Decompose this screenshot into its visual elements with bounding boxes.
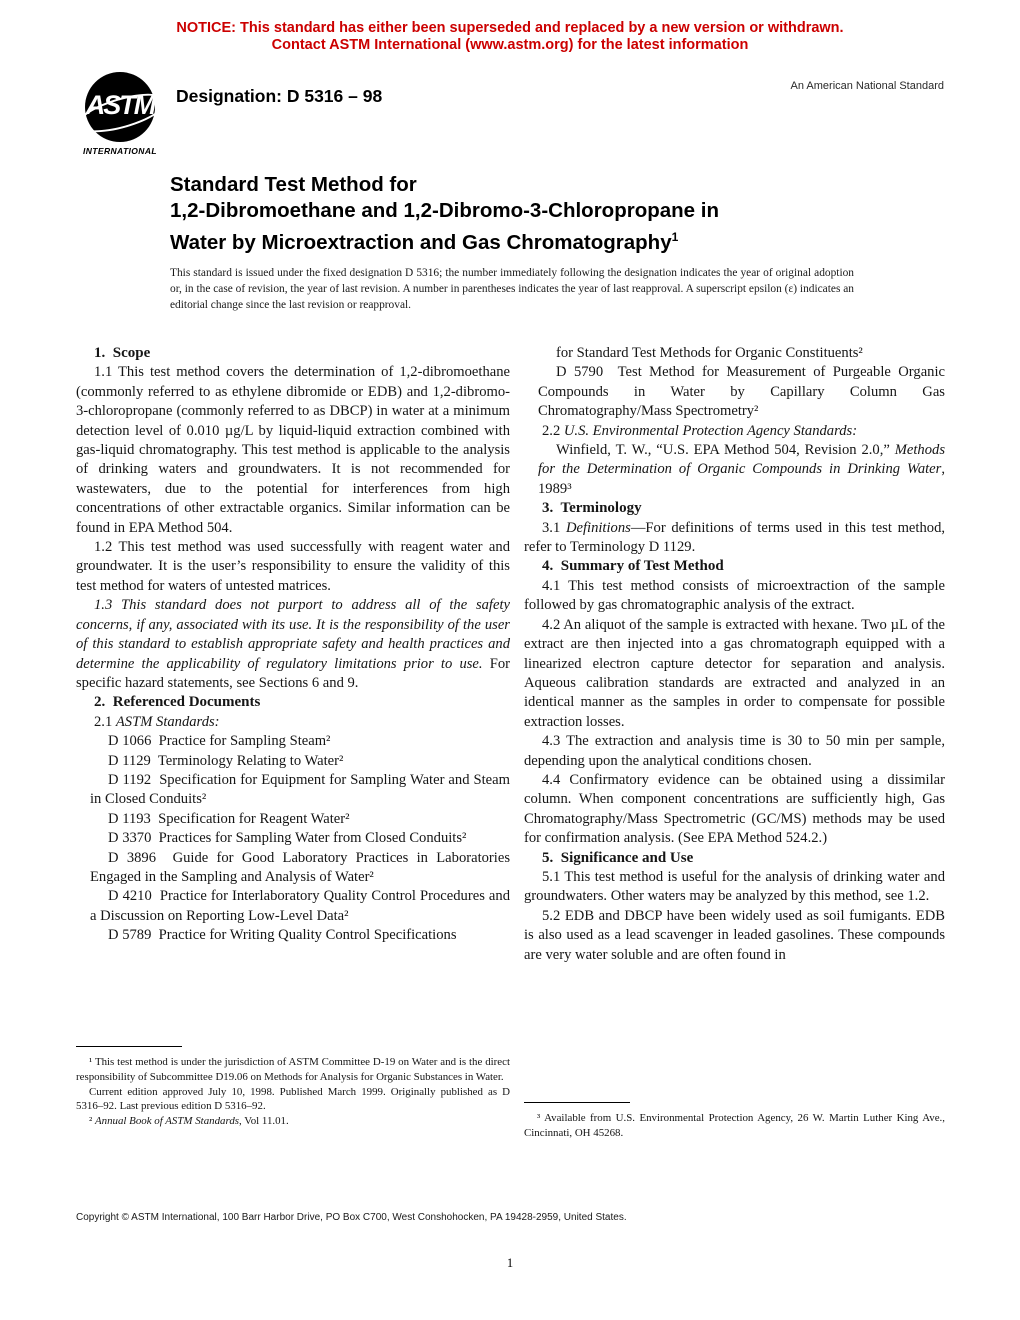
referenced-doc-item: D 1193 Specification for Reagent Water² (108, 810, 350, 827)
footnote-2-marker: ² (89, 1115, 95, 1128)
astm-logo-acronym: ASTM (85, 90, 155, 120)
footnote-2-title: Annual Book of ASTM Standards (95, 1115, 239, 1128)
paragraph-4-4: 4.4 Confirmatory evidence can be obtained using a dissimilar column. When component concentrations are sufficiently high, Gas Chromatography/Mass Spectrometric (GC/MS) methods may be used for confirmation analysis. (See EPA Method 524.2.) (524, 771, 945, 847)
paragraph-2-1 (76, 713, 510, 732)
notice-line-1: NOTICE: This standard has either been superseded and replaced by a new version or withdrawn. (176, 20, 844, 36)
referenced-doc-item: D 4210 Practice for Interlaboratory Quality Control Procedures and a Discussion on Reporting Low-Level Data² (90, 888, 510, 924)
referenced-doc-item-continuation: for Standard Test Methods for Organic Constituents² (556, 345, 863, 361)
page-number: 1 (506, 1256, 514, 1270)
astm-logo-circle (85, 72, 155, 142)
document-title (170, 172, 870, 256)
paragraph-2-2 (524, 422, 945, 441)
epa-reference-title: Methods for the Determination of Organic Compounds in Drinking Water (538, 442, 945, 478)
title-line-3-text: Water by Microextraction and Gas Chromatography (170, 230, 672, 254)
paragraph-4-1: 4.1 This test method consists of microextraction of the sample followed by gas chromatographic analysis of the extract. (524, 577, 945, 614)
paragraph-2-2-number: 2.2 (542, 422, 564, 439)
paragraph-1-3 (76, 596, 510, 693)
footnote-2-tail: , Vol 11.01. (239, 1115, 289, 1128)
paragraph-5-1: 5.1 This test method is useful for the analysis of drinking water and groundwaters. Other waters may be analyzed by this method, see 1.2. (524, 868, 945, 905)
referenced-doc-item: D 1066 Practice for Sampling Steam² (108, 733, 331, 750)
section-1-heading: 1. Scope (94, 345, 151, 361)
referenced-doc-item: D 1129 Terminology Relating to Water² (108, 752, 344, 769)
epa-reference-lead: Winfield, T. W., “U.S. EPA Method 504, Revision 2.0,” (556, 442, 895, 459)
paragraph-2-1-italic: ASTM Standards: (115, 713, 220, 730)
footnote-rule (76, 1046, 182, 1047)
paragraph-2-2-italic: U.S. Environmental Protection Agency Standards: (563, 422, 858, 439)
paragraph-1-1: 1.1 This test method covers the determination of 1,2-dibromoethane (commonly referred to as ethylene dibromide or EDB) and 1,2-dibromo-3-chloropropane (commonly referred to as DBCP) in water at a minimum detection level of 0.010 µg/L by liquid-liquid extraction combined with gas-liquid chromatography. This test method is applicable to the analysis of drinking waters and groundwaters. It is not recommended for wastewaters, due to the potential for interferences from high concentrations of other extractable organics. Similar information can be found in EPA Method 504. (76, 364, 510, 536)
footnotes-left (76, 1046, 510, 1129)
designation-label: Designation: D 5316 – 98 (176, 86, 383, 106)
section-3-heading: 3. Terminology (542, 500, 642, 517)
epa-reference-item (524, 441, 945, 499)
paragraph-1-3-italic: 1.3 This standard does not purport to address all of the safety concerns, if any, associated with its use. It is the responsibility of the user of this standard to establish appropriate safety and health practices and determine the applicability of regulatory limitations prior to use. (76, 597, 510, 672)
paragraph-3-1-tail: —For definitions of terms used in this test method, refer to Terminology D 1129. (524, 519, 946, 556)
issue-note: This standard is issued under the fixed designation D 5316; the number immediately following the designation indicates the year of original adoption or, in the case of revision, the year of last revision. A number in parentheses indicates the year of last reapproval. A superscript epsilon (ε) indicates an editorial change since the last revision or reapproval. (170, 267, 854, 311)
copyright-line: Copyright © ASTM International, 100 Barr Harbor Drive, PO Box C700, West Conshohocken, PA 19428-2959, United States. (76, 1212, 627, 1223)
title-line-2: 1,2-Dibromoethane and 1,2-Dibromo-3-Chloropropane in (170, 199, 719, 222)
section-4-heading: 4. Summary of Test Method (542, 558, 724, 575)
paragraph-4-3: 4.3 The extraction and analysis time is 30 to 50 min per sample, depending upon the analytical conditions chosen. (524, 733, 945, 769)
paragraph-3-1 (524, 519, 945, 558)
section-2-heading: 2. Referenced Documents (94, 694, 261, 711)
right-column (524, 344, 945, 965)
footnotes-right (524, 1102, 945, 1141)
footnote-rule (524, 1102, 630, 1103)
referenced-doc-item: D 5789 Practice for Writing Quality Control Specifications (108, 927, 457, 944)
title-footnote-marker: 1 (671, 230, 679, 244)
footnote-3: ³ Available from U.S. Environmental Protection Agency, 26 W. Martin Luther King Ave., Cincinnati, OH 45268. (524, 1112, 945, 1139)
footnote-1: ¹ This test method is under the jurisdiction of ASTM Committee D-19 on Water and is the direct responsibility of Subcommittee D19.06 on Methods for Analysis for Organic Substances in Water. (76, 1056, 510, 1083)
title-line-3 (170, 224, 870, 256)
referenced-doc-item: D 5790 Test Method for Measurement of Purgeable Organic Compounds in Water by Capillary Column Gas Chromatography/Mass Spectrometry² (538, 364, 945, 420)
national-standard-label: An American National Standard (790, 80, 944, 92)
paragraph-3-1-italic: Definitions (565, 519, 631, 536)
notice-line-2: Contact ASTM International (www.astm.org) for the latest information (271, 37, 749, 53)
footnote-1-edition: Current edition approved July 10, 1998. Published March 1999. Originally published as D 5316–92. Last previous edition D 5316–92. (76, 1085, 510, 1113)
paragraph-4-2: 4.2 An aliquot of the sample is extracted with hexane. Two µL of the extract are then injected into a gas chromatograph equipped with a linearized electron capture detector for separation and analysis. Aqueous calibration standards are extracted and analyzed in an identical manner as the samples in order to compensate for possible extraction losses. (524, 616, 945, 730)
paragraph-3-1-number: 3.1 (542, 519, 566, 536)
paragraph-1-3-tail: For specific hazard statements, see Sections 6 and 9. (76, 655, 510, 691)
section-5-heading: 5. Significance and Use (542, 849, 694, 866)
epa-reference-tail: , 1989³ (538, 461, 945, 497)
supersession-notice (0, 20, 1020, 54)
referenced-doc-item: D 3370 Practices for Sampling Water from Closed Conduits² (108, 830, 467, 847)
left-column (76, 344, 510, 946)
referenced-doc-item: D 3896 Guide for Good Laboratory Practices in Laboratories Engaged in the Sampling and Analysis of Water² (90, 849, 510, 885)
astm-logo (74, 72, 166, 156)
paragraph-1-2: 1.2 This test method was used successfully with reagent water and groundwater. It is the user’s responsibility to ensure the validity of this test method for waters of untested matrices. (76, 539, 510, 594)
paragraph-2-1-number: 2.1 (94, 713, 116, 730)
astm-logo-subtitle: INTERNATIONAL (83, 146, 157, 156)
referenced-doc-item: D 1192 Specification for Equipment for Sampling Water and Steam in Closed Conduits² (90, 771, 510, 808)
title-line-1: Standard Test Method for (170, 173, 417, 196)
paragraph-5-2: 5.2 EDB and DBCP have been widely used as soil fumigants. EDB is also used as a lead scavenger in leaded gasolines. These compounds are very water soluble and are often found in (524, 907, 945, 963)
footnote-2 (76, 1114, 510, 1129)
